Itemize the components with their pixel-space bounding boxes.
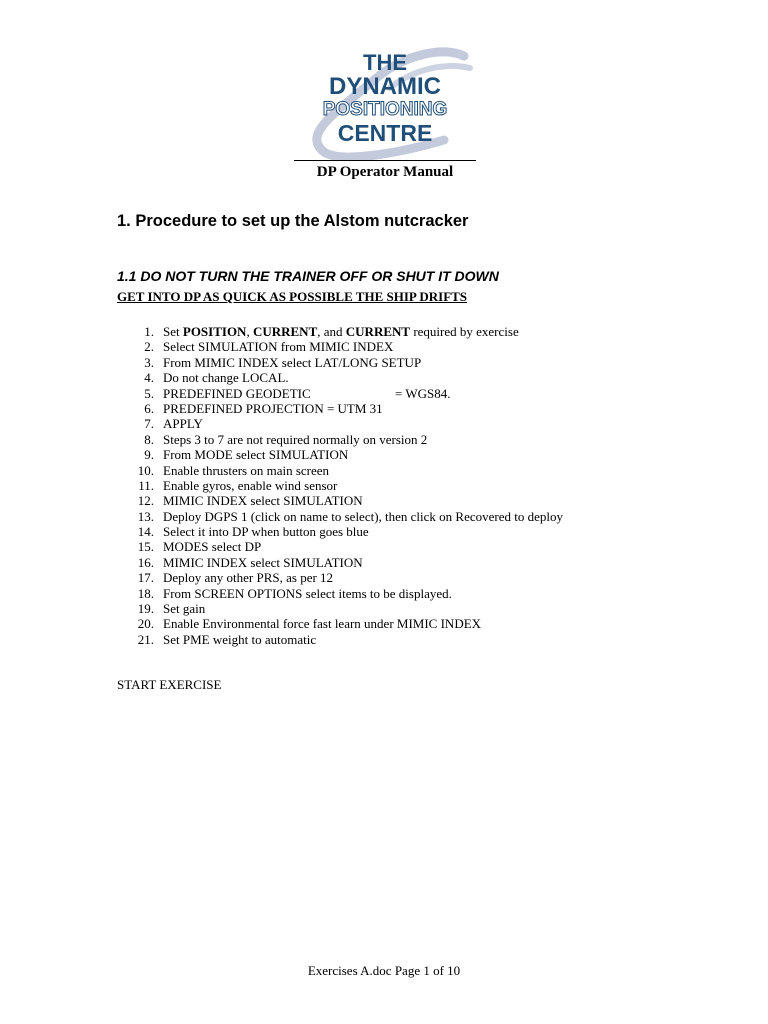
step-text-run: required by exercise xyxy=(410,324,519,339)
step-text xyxy=(163,555,363,570)
step-text-run: PREDEFINED GEODETIC xyxy=(163,385,311,401)
step-text-run: Enable thrusters on main screen xyxy=(163,462,330,478)
step-text-bold: CURRENT xyxy=(252,324,318,339)
step-text-run: Select it into DP when button goes blue xyxy=(163,524,369,540)
step-text-bold: CURRENT xyxy=(345,324,411,339)
step-number: 3. xyxy=(144,354,154,370)
step-number: 8. xyxy=(144,431,154,447)
step-text xyxy=(163,616,481,631)
step-text xyxy=(163,463,329,478)
step-number: 5. xyxy=(144,385,154,401)
step-number: 9. xyxy=(144,447,154,463)
manual-title: DP Operator Manual xyxy=(316,164,454,180)
start-exercise-text: START EXERCISE xyxy=(117,677,222,692)
step-text xyxy=(163,478,337,493)
step-text xyxy=(163,632,316,647)
step-number: 11. xyxy=(138,477,154,493)
logo-text-positioning: POSITIONING xyxy=(322,99,448,120)
step-number: 2. xyxy=(144,339,154,355)
step-text-run: Set xyxy=(163,324,183,339)
step-text xyxy=(163,370,289,385)
step-text xyxy=(163,509,563,524)
warning-note: GET INTO DP AS QUICK AS POSSIBLE THE SHIP DRIFTS xyxy=(117,289,468,304)
step-number: 1. xyxy=(144,324,154,339)
step-text-run: From SCREEN OPTIONS select items to be displayed. xyxy=(163,585,452,601)
step-text-run: APPLY xyxy=(163,416,203,432)
step-number: 17. xyxy=(137,570,154,586)
step-number: 6. xyxy=(144,400,154,416)
step-text xyxy=(163,447,348,462)
step-text-run: From MIMIC INDEX select LAT/LONG SETUP xyxy=(163,354,422,370)
step-text-run: MIMIC INDEX select SIMULATION xyxy=(163,493,363,509)
logo-text-centre: CENTRE xyxy=(337,120,433,146)
step-text xyxy=(163,539,261,554)
logo-text-dynamic: DYNAMIC xyxy=(329,73,441,100)
step-number: 20. xyxy=(137,616,154,632)
step-text-run: Enable Environmental force fast learn under MIMIC INDEX xyxy=(163,616,482,632)
step-text xyxy=(163,355,421,370)
step-text-bold: POSITION xyxy=(182,324,247,339)
step-number: 19. xyxy=(137,601,154,617)
step-number: 13. xyxy=(137,508,154,524)
step-text-run: Do not change LOCAL. xyxy=(163,370,289,386)
step-text-run: MODES select DP xyxy=(163,539,262,555)
step-text-run: PREDEFINED PROJECTION = UTM 31 xyxy=(163,400,383,416)
step-text-run: Set PME weight to automatic xyxy=(163,631,317,647)
step-text-run: , and xyxy=(317,324,346,339)
header-rule xyxy=(294,160,476,161)
step-text xyxy=(163,524,369,539)
step-text-run: Deploy any other PRS, as per 12 xyxy=(163,570,334,586)
step-number: 4. xyxy=(144,370,154,386)
step-text-run: , xyxy=(246,324,253,339)
step-number: 21. xyxy=(137,631,154,647)
step-text xyxy=(163,570,333,585)
step-text xyxy=(163,401,383,416)
step-text-run: Deploy DGPS 1 (click on name to select), then click on Recovered to deploy xyxy=(163,508,564,524)
step-text-run: Enable gyros, enable wind sensor xyxy=(163,477,338,493)
step-number: 12. xyxy=(137,493,154,509)
page-footer: Exercises A.doc Page 1 of 10 xyxy=(307,963,461,978)
step-number: 18. xyxy=(137,585,154,601)
step-number: 15. xyxy=(137,539,154,555)
step-text-run: Set gain xyxy=(163,601,206,617)
step-text xyxy=(163,493,363,508)
step-text-run: MIMIC INDEX select SIMULATION xyxy=(163,554,363,570)
logo-text-the: THE xyxy=(363,50,407,75)
step-text-run: From MODE select SIMULATION xyxy=(163,447,349,463)
step-text xyxy=(163,324,519,339)
step-number: 7. xyxy=(144,416,154,432)
step-number: 10. xyxy=(137,462,154,478)
step-number: 16. xyxy=(137,554,154,570)
section-heading: 1. Procedure to set up the Alstom nutcracker xyxy=(117,212,469,230)
step-text xyxy=(163,416,203,431)
step-text-run: Select SIMULATION from MIMIC INDEX xyxy=(163,339,394,355)
step-text xyxy=(163,586,452,601)
step-text-run: Steps 3 to 7 are not required normally on version 2 xyxy=(163,431,428,447)
step-text xyxy=(163,385,451,401)
step-text xyxy=(163,339,393,354)
step-text xyxy=(163,601,205,616)
logo-graphic xyxy=(294,44,476,160)
step-text xyxy=(163,432,427,447)
dp-centre-logo xyxy=(294,44,476,160)
step-text-run: = WGS84. xyxy=(395,385,451,401)
subsection-heading: 1.1 DO NOT TURN THE TRAINER OFF OR SHUT IT DOWN xyxy=(117,268,499,284)
step-number: 14. xyxy=(137,524,154,540)
